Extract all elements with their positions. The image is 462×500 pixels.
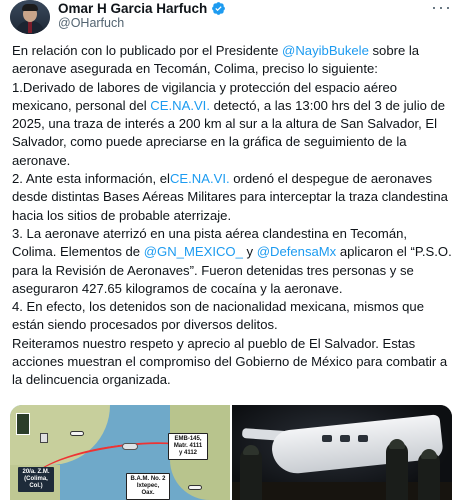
tweet-paragraph xyxy=(12,79,452,170)
tweet-paragraph: 4. En efecto, los detenidos son de nacionalidad mexicana, mismos que están siendo procesados por diversos delitos. xyxy=(12,299,424,333)
text-segment: En relación con lo publicado por el Presidente xyxy=(12,43,283,58)
text-segment: aplicaron el “P.S.O. para la Revisión de Aeronaves”. Fueron detenidas tres personas y se aseguraron 427.65 kilogramos de cocaína y la aeronave. xyxy=(12,244,452,296)
text-segment: detectó, a las 13:00 hrs del 3 de julio de 2025, una traza de interés a 200 km al sur a la altura de San Salvador, El Salvador, como puede apreciarse en la gráfica de seguimiento de la aeronave. xyxy=(12,97,446,168)
author-handle[interactable]: @OHarfuch xyxy=(58,16,125,30)
tweet-paragraph xyxy=(12,42,452,79)
tweet-paragraph xyxy=(12,225,452,298)
seized-aircraft-photo[interactable] xyxy=(232,405,452,500)
tweet-header xyxy=(0,0,462,36)
tracking-map-image[interactable] xyxy=(10,405,230,500)
map-marker xyxy=(16,413,30,435)
text-segment: 3. La aeronave aterrizó en una pista aérea clandestina en Tecomán, Colima. Elementos de xyxy=(12,225,408,260)
mention-link-nayibbukele[interactable]: @NayibBukele xyxy=(282,43,369,58)
text-segment: 2. Ante esta información, el xyxy=(12,171,170,187)
map-label-emb: EMB-145, Matr. 4111 y 4112 xyxy=(168,433,208,460)
text-segment: 1.Derivado de labores de vigilancia y protección del espacio aéreo mexicano, personal del xyxy=(12,79,398,113)
mention-link-gn-mexico[interactable]: @GN_MEXICO_ xyxy=(143,244,243,260)
aircraft-icon xyxy=(70,431,84,436)
more-options-icon[interactable]: ··· xyxy=(431,0,452,17)
verified-badge-icon xyxy=(211,1,226,16)
text-segment: y xyxy=(242,244,257,260)
cenavi-link[interactable]: CE.NA.VI. xyxy=(150,97,210,113)
text-segment: ordenó el despegue de aeronaves desde distintas Bases Aéreas Militares para interceptar la traza clandestina hacia los sitios de probable aterrizaje. xyxy=(12,171,448,223)
tweet-text xyxy=(12,42,452,390)
mention-link-defensamx[interactable]: @DefensaMx xyxy=(256,244,337,260)
text-segment: sobre la aeronave asegurada en Tecomán, Colima, preciso lo siguiente: xyxy=(12,43,420,77)
helicopter-icon xyxy=(122,443,138,450)
map-label-zm: 20/a. Z.M. (Colima, Col.) xyxy=(18,467,54,492)
tweet-paragraph: Reiteramos nuestro respeto y aprecio al pueblo de El Salvador. Estas acciones muestran el compromiso del Gobierno de México para combatir a la delincuencia organizada. xyxy=(12,335,448,388)
avatar[interactable] xyxy=(10,0,50,34)
tweet-paragraph xyxy=(12,170,452,225)
cenavi-link[interactable]: CE.NA.VI. xyxy=(169,171,230,187)
author-name-row[interactable] xyxy=(58,0,226,16)
map-label-bam: B.A.M. No. 2 Ixtepec, Oax. xyxy=(126,473,170,500)
map-marker xyxy=(40,433,48,443)
media-gallery xyxy=(10,405,452,500)
author-display-name[interactable]: Omar H Garcia Harfuch xyxy=(58,0,208,16)
aircraft-icon xyxy=(188,485,202,490)
